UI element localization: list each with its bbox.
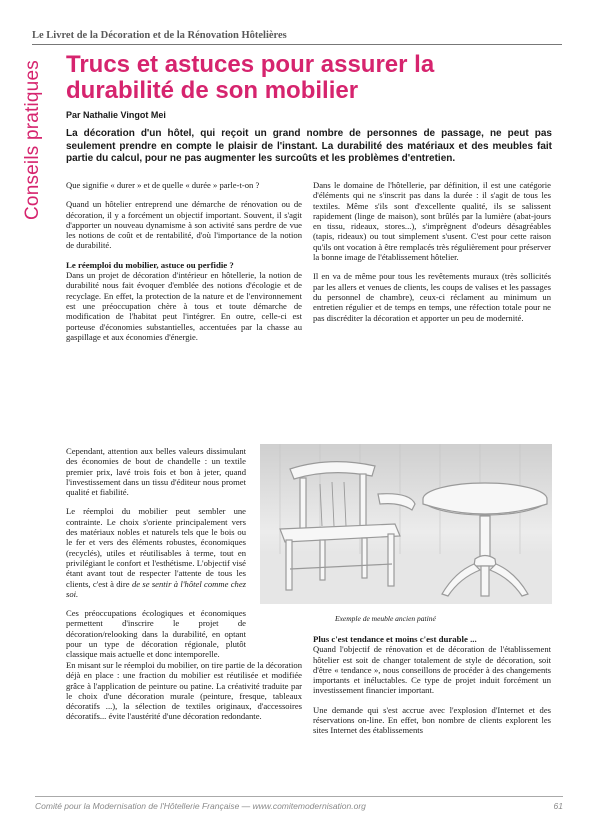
paragraph (66, 506, 246, 599)
paragraph: En misant sur le réemploi du mobilier, on tire partie de la décoration déjà en place : une fraction du mobilier est réutilisée et modifiée grâce à l'application de peinture ou patine. La créativité traduite par le choix d'une décoration murale (peinture, fresque, tableaux décoratifs ...), la sélection de textiles originaux, d'accessoires décoratifs... évite l'austérité d'une décoration redondante. (66, 660, 302, 722)
paragraph: Dans un projet de décoration d'intérieur en hôtellerie, la notion de durabilité nous fait évoquer d'emblée des notions d'écologie et de recyclage. En effet, la protection de la nature et de l'environnement est une préoccupation chère à tous et toute démarche de modification de l'habitat peut l'intégrer. En outre, celle-ci est porteuse d'économies substantielles, accentuées par la chasse au gaspillage et aux économies d'énergie. (66, 270, 302, 342)
paragraph: Quand l'objectif de rénovation et de décoration de l'établissement hôtelier est soit de changer totalement de style de décoration, soit d'être « tendance », nous conseillons de procéder à des changements importants et inéluctables. Ce type de projet induit forcément un investissement financier important. (313, 644, 551, 696)
left-column-final (66, 660, 302, 731)
footer-credit: Comité pour la Modernisation de l'Hôtellerie Française — www.comitemodernisation.org (35, 801, 366, 811)
furniture-photo (260, 444, 552, 604)
paragraph-emphasis: de se sentir à l'hôtel comme chez soi. (66, 578, 246, 599)
intro-question: Que signifie « durer » et de quelle « durée » parle-t-on ? (66, 180, 260, 190)
page-number: 61 (553, 801, 563, 811)
right-column-top (313, 180, 551, 332)
paragraph-text: Le réemploi du mobilier peut sembler une contrainte. Le choix s'oriente principalement vers des matériaux nobles et naturels tels que le bois ou le fer et vers des éléments robustes, économiques (recyclés), utiles et réutilisables à terme, tout en privilégiant le confort et l'esthétisme. L'objectif visé étant avant tout de respecter l'attente de tous les clients, c'est à dire (66, 506, 246, 589)
chair-table-illustration (260, 444, 552, 604)
left-column-top (66, 180, 302, 351)
page-footer (35, 796, 563, 811)
paragraph: Il en va de même pour tous les revêtements muraux (très sollicités par les allers et venues de clients, les coups de valises et les passages du personnel de chambre), ceux-ci réclament au minimum un entretien régulier et de temps en temps, une réfection totale pour ne pas discréditer la décoration et apporter un peu de modernité. (313, 271, 551, 323)
paragraph: Dans le domaine de l'hôtellerie, par définition, il est une catégorie d'éléments qui ne s'inscrit pas dans la durée : il s'agit de tous les textiles. Même s'ils sont d'excellente qualité, ils se salissent rapidement (linge de maison), sont brûlés par la lumière (abat-jours en tissu, rideaux, stores...), s'imprègnent d'odeurs désagréables (tapis, rideaux) ou tout simplement s'usent. C'est pour cette raison qu'ils ont vocation à être remplacés très régulièrement pour préserver la bonne image de l'établissement hôtelier. (313, 180, 551, 263)
section-heading: Plus c'est tendance et moins c'est durable ... (313, 634, 477, 644)
photo-caption: Exemple de meuble ancien patiné (335, 614, 436, 623)
article-title: Trucs et astuces pour assurer la durabilité de son mobilier (66, 51, 435, 104)
paragraph: Ces préoccupations écologiques et économiques permettent d'inscrire le projet de décoration/relooking dans la durabilité, en optant pour un type de décoration régionale, plutôt classique mais actuelle et donc intemporelle. (66, 608, 246, 660)
paragraph: Quand un hôtelier entreprend une démarche de rénovation ou de décoration, il y a forcément un objectif important. Souvent, il s'agit d'apporter un nouveau dynamisme à son activité sans perdre de vue les notions de coût et de rentabilité, d'où l'importance de la notion de durabilité. (66, 199, 302, 251)
section-tab: Conseils pratiques (22, 60, 43, 220)
section-heading: Le réemploi du mobilier, astuce ou perfidie ? (66, 259, 234, 270)
running-header: Le Livret de la Décoration et de la Rénovation Hôtelières (32, 30, 562, 45)
right-column-bottom (313, 634, 551, 745)
article-byline: Par Nathalie Vingot Mei (66, 110, 166, 120)
left-column-bottom (66, 446, 246, 669)
article-lead: La décoration d'un hôtel, qui reçoit un grand nombre de personnes de passage, ne peut pas seulement prendre en compte le plaisir de l'instant. La durabilité des matériaux et des meubles fait partie du calcul, pour ne pas augmenter les surcoûts et les problèmes d'entretien. (66, 128, 552, 164)
paragraph: Une demande qui s'est accrue avec l'explosion d'Internet et des réservations on-line. En effet, bon nombre de clients explorent les sites Internet des établissements (313, 704, 551, 736)
paragraph: Cependant, attention aux belles valeurs dissimulant des économies de bout de chandelle : un textile premier prix, lavé trois fois et bon à jeter, quand l'investissement dans un tissu d'éditeur nous promet qualité et fiabilité. (66, 446, 246, 498)
